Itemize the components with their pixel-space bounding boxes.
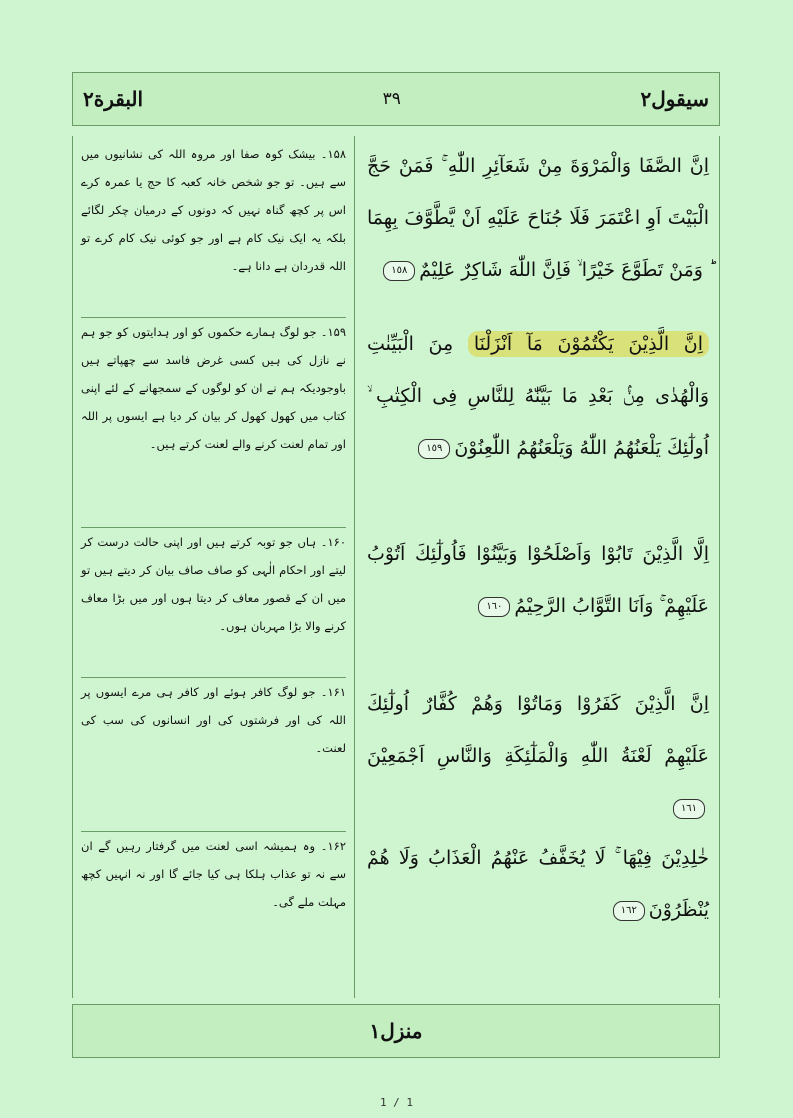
viewer-page-indicator: 1 / 1 — [379, 1096, 414, 1109]
page-number: ۳۹ — [382, 89, 401, 109]
ayah-number-marker: ١٦٢ — [613, 901, 645, 921]
ayah-text: خٰلِدِيْنَ فِيْهَا ۚ لَا يُخَفَّفُ عَنْهُمُ الْعَذَابُ وَلَا هُمْ يُنْظَرُوْنَ — [367, 847, 709, 921]
ayah-158 — [367, 140, 709, 318]
translation-159: ۱۵۹۔ جو لوگ ہمارے حکموں کو اور ہدایتوں کو جو ہم نے نازل کی ہیں کسی غرض فاسد سے چھپاتے ہیں باوجودیکہ ہم نے ان کو لوگوں کے سمجھانے کے لئے اپنی کتاب میں کھول کھول کر بیان کر دیا ہے ایسوں پر اللہ اور تمام لعنت کرنے والے لعنت کرتے ہیں۔ — [81, 318, 346, 528]
translation-162: ۱۶۲۔ وہ ہمیشہ اسی لعنت میں گرفتار رہیں گے ان سے نہ تو عذاب ہلکا ہی کیا جائے گا اور نہ انہیں کچھ مہلت ملے گی۔ — [81, 839, 346, 909]
translation-161: ۱۶۱۔ جو لوگ کافر ہوئے اور کافر ہی مرے ایسوں پر اللہ کی اور فرشتوں کی اور انسانوں کی سب کی لعنت۔ — [81, 678, 346, 832]
page-header — [72, 72, 720, 126]
quran-page — [72, 72, 720, 998]
ayah-text: اِنَّ الَّذِيْنَ كَفَرُوْا وَمَاتُوْا وَهُمْ كُفَّارٌ اُولٰٓئِكَ عَلَيْهِمْ لَعْنَةُ اللّٰهِ وَالْمَلٰٓئِكَةِ وَالنَّاسِ اَجْمَعِيْنَ — [367, 693, 709, 767]
manzil-footer — [72, 1004, 720, 1058]
translation-158: ۱۵۸۔ بیشک کوہ صفا اور مروہ اللہ کی نشانیوں میں سے ہیں۔ تو جو شخص خانہ کعبہ کا حج یا عمرہ کرے اس پر کچھ گناہ نہیں کہ دونوں کے درمیان چکر لگائے بلکہ یہ ایک نیک کام ہے اور جو کوئی نیک کام کرے تو اللہ قدردان ہے دانا ہے۔ — [81, 140, 346, 318]
ayah-text: مِنَ الْبَيِّنٰتِ وَالْهُدٰى مِنْۢ بَعْدِ مَا بَيَّنّٰهُ لِلنَّاسِ فِى الْكِتٰبِ ۙ اُولٰٓئِكَ يَلْعَنُهُمُ اللّٰهُ وَيَلْعَنُهُمُ اللّٰعِنُوْنَ — [367, 333, 709, 459]
manzil-label: منزل۱ — [369, 1019, 423, 1043]
surah-title: البقرة۲ — [83, 87, 144, 111]
ayah-160 — [367, 528, 709, 678]
ayah-161 — [367, 678, 709, 832]
ayah-text: اِنَّ الصَّفَا وَالْمَرْوَةَ مِنْ شَعَآئِرِ اللّٰهِ ۚ فَمَنْ حَجَّ الْبَيْتَ اَوِ اعْتَمَرَ فَلَا جُنَاحَ عَلَيْهِ اَنْ يَّطَّوَّفَ بِهِمَا ؕ وَمَنْ تَطَوَّعَ خَيْرًا ۙ فَاِنَّ اللّٰهَ شَاكِرٌ عَلِيْمٌ — [367, 155, 709, 281]
ayah-number-marker: ١٦٠ — [478, 597, 510, 617]
para-title: سیقول۲ — [640, 87, 709, 111]
translation-column — [73, 136, 355, 998]
ayah-number-marker: ١٥٨ — [383, 261, 415, 281]
ayah-number-marker: ١٦١ — [673, 799, 705, 819]
verse-columns — [72, 136, 720, 998]
ayah-number-marker: ١٥٩ — [418, 439, 450, 459]
translation-160: ۱۶۰۔ ہاں جو توبہ کرتے ہیں اور اپنی حالت درست کر لیتے اور احکام الٰہی کو صاف صاف بیان کر دیتے ہیں تو میں ان کے قصور معاف کر دیتا ہوں اور میں بڑا معاف کرنے والا بڑا مہربان ہوں۔ — [81, 528, 346, 678]
ayah-159 — [367, 318, 709, 528]
ayah-162 — [367, 832, 709, 952]
arabic-column — [355, 136, 719, 998]
highlighted-text[interactable]: اِنَّ الَّذِيْنَ يَكْتُمُوْنَ مَآ اَنْزَلْنَا — [468, 331, 709, 357]
ayah-text: اِلَّا الَّذِيْنَ تَابُوْا وَاَصْلَحُوْا وَبَيَّنُوْا فَاُولٰٓئِكَ اَتُوْبُ عَلَيْهِمْ ۚ وَاَنَا التَّوَّابُ الرَّحِيْمُ — [367, 543, 709, 617]
